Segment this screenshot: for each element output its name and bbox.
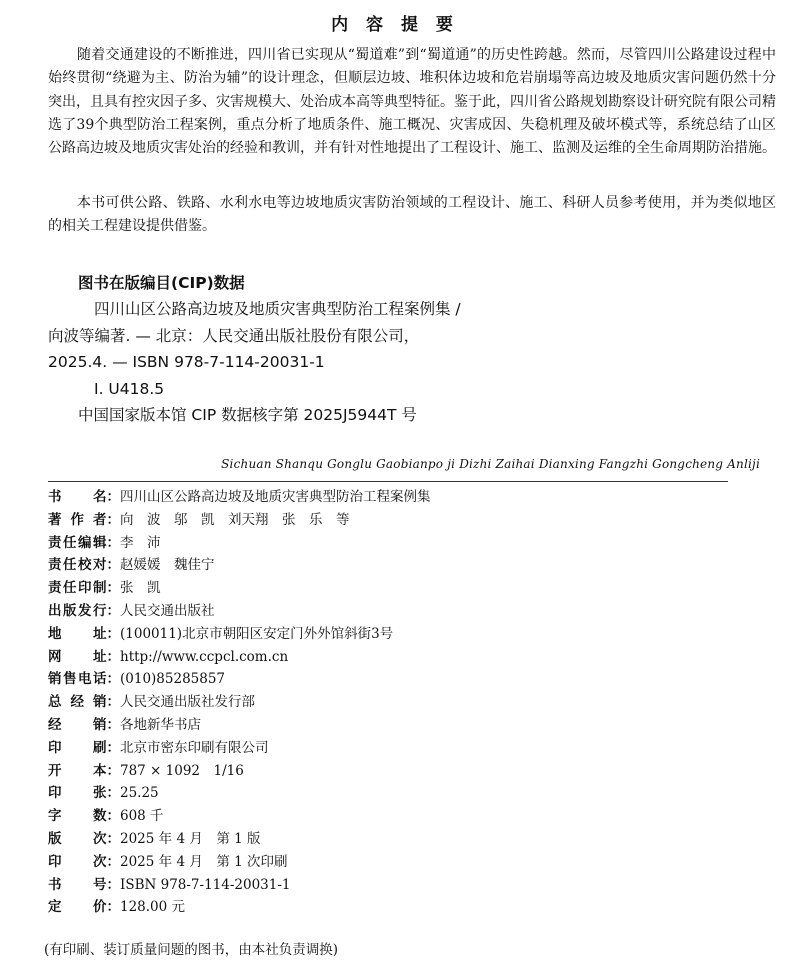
- colophon-label: 责 任 编 辑 ：: [48, 532, 120, 555]
- colophon-label: 开 本 ：: [48, 760, 120, 783]
- colophon-label-text: 定 价: [48, 899, 107, 916]
- colophon-value: ISBN 978-7-114-20031-1: [120, 876, 291, 893]
- colophon-value: 人民交通出版社: [120, 602, 215, 619]
- colophon-row: [48, 668, 748, 691]
- colophon-value: 赵媛媛 魏佳宁: [120, 557, 215, 574]
- colophon-value: 李 沛: [120, 534, 161, 551]
- colophon-label-text: 出 版 发 行: [48, 602, 107, 619]
- colophon-label: 责 任 校 对 ：: [48, 554, 120, 577]
- colophon-label-text: 网 址: [48, 648, 107, 665]
- colophon-row: [48, 509, 748, 532]
- colophon-label: 书 名 ：: [48, 486, 120, 509]
- colophon-row: [48, 805, 748, 828]
- colophon-label-text: 印 次: [48, 853, 107, 870]
- colophon-label: 定 价 ：: [48, 896, 120, 919]
- colophon-label: 网 址 ：: [48, 646, 120, 669]
- colophon-value: 人民交通出版社发行部: [120, 694, 255, 711]
- cip-line-classification: Ⅰ. U418.5: [94, 379, 165, 398]
- colophon-label-text: 销 售 电 话: [48, 671, 107, 688]
- divider: [48, 481, 728, 482]
- colophon-value: 向 波 邬 凯 刘天翔 张 乐 等: [120, 511, 350, 528]
- colophon-value: 四川山区公路高边坡及地质灾害典型防治工程案例集: [120, 489, 431, 505]
- colophon-label: 书 号 ：: [48, 874, 120, 897]
- colophon-value: 608 千: [120, 808, 164, 825]
- colophon-row: [48, 577, 748, 600]
- colophon-label-text: 字 数: [48, 808, 107, 825]
- colophon-label: 印 刷 ：: [48, 737, 120, 760]
- colophon-label: 印 次 ：: [48, 851, 120, 874]
- colophon-label-text: 开 本: [48, 762, 107, 779]
- colophon-label-text: 书 名: [48, 489, 107, 505]
- colophon-label: 总 经 销 ：: [48, 691, 120, 714]
- colophon-label-text: 印 刷: [48, 739, 107, 756]
- colophon-value: (100011)北京市朝阳区安定门外外馆斜街3号: [120, 625, 394, 642]
- colophon-label: 经 销 ：: [48, 714, 120, 737]
- colophon-label-text: 经 销: [48, 716, 107, 733]
- colophon-row: [48, 623, 748, 646]
- summary-paragraph-2: 本书可供公路、铁路、水利水电等边坡地质灾害防治领域的工程设计、施工、科研人员参考使用，并为类似地区的相关工程建设提供借鉴。: [48, 195, 776, 235]
- colophon-row: [48, 691, 748, 714]
- cip-heading: 图书在版编目(CIP)数据: [78, 274, 245, 292]
- colophon-label: 著 作 者 ：: [48, 509, 120, 532]
- colophon-label: 责 任 印 制 ：: [48, 577, 120, 600]
- colophon-label-text: 责 任 校 对: [48, 557, 107, 574]
- colophon-row: [48, 896, 748, 919]
- colophon-value: 2025 年 4 月 第 1 次印刷: [120, 853, 288, 870]
- cip-line-isbn: 2025.4. — ISBN 978-7-114-20031-1: [48, 353, 325, 372]
- colophon-value: (010)85285857: [120, 671, 226, 688]
- colophon-label: 版 次 ：: [48, 828, 120, 851]
- colophon-row: [48, 646, 748, 669]
- colophon-row: [48, 760, 748, 783]
- colophon-label-text: 书 号: [48, 876, 107, 893]
- colophon-label-text: 总 经 销: [48, 694, 107, 711]
- colophon-label-text: 责 任 编 辑: [48, 534, 107, 551]
- cip-line-record: 中国国家版本馆 CIP 数据核字第 2025J5944T 号: [78, 406, 417, 425]
- colophon-value: 各地新华书店: [120, 716, 201, 733]
- colophon-row: [48, 554, 748, 577]
- page-title: 内 容 提 要: [331, 15, 459, 35]
- colophon-value: 128.00 元: [120, 899, 186, 916]
- colophon-label-text: 版 次: [48, 830, 107, 847]
- colophon-label: 地 址 ：: [48, 623, 120, 646]
- colophon: [48, 486, 748, 919]
- colophon-row: [48, 828, 748, 851]
- colophon-value: 2025 年 4 月 第 1 版: [120, 830, 261, 847]
- colophon-row: [48, 486, 748, 509]
- colophon-row: [48, 851, 748, 874]
- cip-line-author: 向波等编著. — 北京：人民交通出版社股份有限公司，: [48, 326, 420, 345]
- colophon-label-text: 地 址: [48, 625, 107, 642]
- colophon-value: 北京市密东印刷有限公司: [120, 739, 269, 756]
- colophon-label: 出 版 发 行 ：: [48, 600, 120, 623]
- colophon-label-text: 著 作 者: [48, 511, 107, 528]
- colophon-row: [48, 782, 748, 805]
- colophon-label: 字 数 ：: [48, 805, 120, 828]
- summary-paragraph-1: 随着交通建设的不断推进，四川省已实现从“蜀道难”到“蜀道通”的历史性跨越。然而，尽管四川公路建设过程中始终贯彻“绕避为主、防治为辅”的设计理念，但顺层边坡、堆积体边坡和危岩崩塌等高边坡及地质灾害问题仍然十分突出，且具有控灾因子多、灾害规模大、处治成本高等典型特征。鉴于此，四川省公路规划勘察设计研究院有限公司精选了39个典型防治工程案例，重点分析了地质条件、施工概况、灾害成因、失稳机理及破坏模式等，系统总结了山区公路高边坡及地质灾害处治的经验和教训，并有针对性地提出了工程设计、施工、监测及运维的全生命周期防治措施。: [48, 47, 776, 157]
- colophon-label: 销 售 电 话 ：: [48, 668, 120, 691]
- colophon-value: http://www.ccpcl.com.cn: [120, 648, 289, 665]
- colophon-row: [48, 532, 748, 555]
- colophon-row: [48, 600, 748, 623]
- colophon-label-text: 责 任 印 制: [48, 580, 107, 597]
- colophon-value: 张 凯: [120, 580, 161, 597]
- colophon-label-text: 印 张: [48, 785, 107, 802]
- colophon-label: 印 张 ：: [48, 782, 120, 805]
- cip-line-title: 四川山区公路高边坡及地质灾害典型防治工程案例集 /: [94, 300, 461, 318]
- quality-note: (有印刷、装订质量问题的图书，由本社负责调换): [44, 942, 339, 958]
- colophon-row: [48, 874, 748, 897]
- colophon-value: 787 × 1092 1/16: [120, 762, 244, 779]
- cip-block: [48, 270, 768, 429]
- colophon-value: 25.25: [120, 785, 159, 802]
- pinyin-title: Sichuan Shanqu Gonglu Gaobianpo ji Dizhi Zaihai Dianxing Fangzhi Gongcheng Anliji: [221, 457, 760, 471]
- colophon-row: [48, 714, 748, 737]
- colophon-row: [48, 737, 748, 760]
